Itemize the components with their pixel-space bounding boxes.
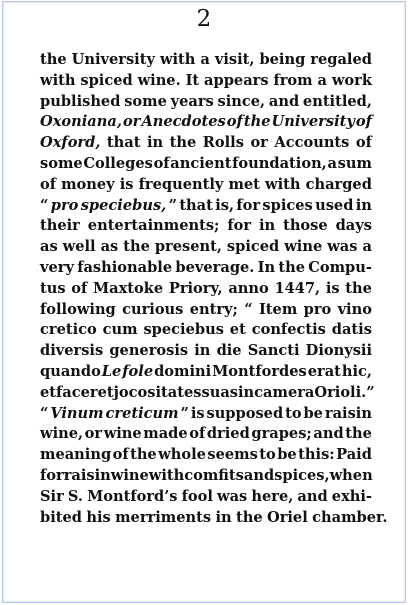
word: since,	[217, 92, 266, 110]
word: in	[355, 196, 372, 214]
word: 1447,	[274, 279, 321, 297]
word: following	[40, 300, 116, 318]
word: fool	[181, 487, 213, 505]
text-line	[40, 92, 372, 113]
word: the	[123, 238, 150, 256]
word: “	[40, 404, 49, 422]
word: a	[200, 51, 210, 68]
word: Oxford,	[40, 134, 101, 152]
word: his	[86, 508, 111, 526]
text-line	[40, 320, 372, 341]
word: Rolls	[202, 134, 244, 152]
word: days	[335, 217, 372, 235]
word: in	[146, 134, 164, 152]
word: vino	[337, 300, 372, 318]
word: with	[148, 466, 185, 484]
word: was	[217, 487, 248, 505]
word: being	[259, 51, 306, 68]
word: present,	[154, 238, 222, 256]
word: work	[331, 71, 372, 89]
word: published	[40, 92, 121, 110]
word: in	[238, 383, 255, 401]
word: Vinum	[50, 404, 104, 422]
word: entry;	[189, 300, 238, 318]
word: or	[84, 425, 103, 443]
word: beverage.	[175, 258, 255, 276]
word: and	[297, 487, 328, 505]
word: merriments	[115, 508, 212, 526]
word: exhi-	[331, 487, 372, 505]
word: the	[130, 446, 157, 464]
text-line	[40, 362, 372, 383]
word: “	[40, 196, 49, 214]
word: some	[40, 154, 83, 172]
word: camera	[254, 383, 315, 401]
word: of	[40, 175, 57, 193]
word: pro	[303, 300, 332, 318]
word: tus	[40, 279, 66, 297]
word: for	[227, 217, 252, 235]
word: Orioli.”	[314, 383, 375, 401]
word: made	[143, 425, 188, 443]
word: appears	[204, 71, 269, 89]
word: comfits	[184, 466, 244, 484]
text-line	[40, 466, 372, 487]
word: or	[250, 134, 268, 152]
page-number: 2	[196, 6, 212, 32]
word: the	[278, 258, 305, 276]
word: faceret	[56, 383, 114, 401]
word: Paid	[336, 446, 372, 464]
word: Compu-	[308, 258, 372, 276]
word: their	[40, 217, 80, 235]
word: is,	[215, 196, 235, 214]
word: a	[317, 71, 327, 89]
text-line	[40, 404, 372, 425]
word: Priory,	[168, 279, 223, 297]
word: wine	[103, 425, 142, 443]
word: spiced	[226, 238, 280, 256]
word: some	[124, 92, 167, 110]
word: cretico	[40, 321, 97, 339]
word: and	[268, 92, 300, 110]
word: ”	[180, 404, 189, 422]
word: ancient	[170, 154, 232, 172]
word: as	[40, 238, 58, 256]
word: in	[259, 217, 276, 235]
word: speciebus,	[80, 196, 167, 214]
text-line	[40, 154, 372, 175]
word: Montford’s	[87, 487, 178, 505]
word: suas	[201, 383, 238, 401]
word: speciebus	[143, 321, 224, 339]
word: fashionable	[77, 258, 173, 276]
word: dried	[206, 425, 250, 443]
word: those	[283, 217, 328, 235]
text-line	[40, 50, 372, 71]
word: bited	[40, 508, 82, 526]
word: of	[226, 113, 243, 131]
text-line	[40, 71, 372, 92]
word: Accounts	[274, 134, 350, 152]
word: money	[61, 175, 115, 193]
word: visit,	[214, 51, 255, 68]
word: It	[185, 71, 200, 89]
word: to	[285, 404, 302, 422]
text-line	[40, 508, 388, 529]
word: University	[271, 113, 355, 131]
word: the	[169, 134, 197, 152]
word: the	[40, 51, 67, 68]
word: that	[106, 134, 141, 152]
word: be	[303, 404, 323, 422]
word: seems	[207, 446, 258, 464]
word: whole	[158, 446, 206, 464]
word: foundation,	[232, 154, 327, 172]
word: entitled,	[302, 92, 372, 110]
word: jocositates	[113, 383, 202, 401]
word: Sir	[40, 487, 64, 505]
word: used	[315, 196, 354, 214]
text-line	[40, 175, 372, 196]
word: wine	[110, 466, 149, 484]
word: sum	[337, 154, 372, 172]
word: charged	[305, 175, 372, 193]
text-line	[40, 196, 372, 217]
word: raisin	[63, 466, 111, 484]
word: with	[40, 71, 76, 89]
word: to	[259, 446, 276, 464]
word: Oxoniana,	[40, 113, 122, 131]
word: Dionysii	[305, 342, 372, 360]
word: of	[189, 425, 206, 443]
word: Oriel	[266, 508, 308, 526]
word: a	[327, 154, 337, 172]
word: quando	[40, 362, 101, 380]
word: confectis	[251, 321, 326, 339]
word: as	[100, 238, 119, 256]
word: grapes;	[251, 425, 312, 443]
word: spices,	[274, 466, 330, 484]
text-line	[40, 237, 372, 258]
word: and	[313, 425, 344, 443]
word: fole	[122, 362, 154, 380]
word: Colleges	[83, 154, 153, 172]
word: erat	[307, 362, 341, 380]
word: this:	[298, 446, 335, 464]
word: when	[329, 466, 373, 484]
text-line	[40, 216, 372, 237]
word: Montfordes	[212, 362, 307, 380]
body-text	[40, 50, 388, 528]
word: generosis	[109, 342, 189, 360]
word: ”	[168, 196, 177, 214]
word: frequently	[138, 175, 224, 193]
word: the	[235, 508, 263, 526]
word: entertainments;	[87, 217, 220, 235]
word: is	[119, 175, 134, 193]
word: Item	[258, 300, 298, 318]
word: cum	[102, 321, 138, 339]
text-line	[40, 300, 372, 321]
word: curious	[122, 300, 184, 318]
word: from	[273, 71, 313, 89]
word: with	[159, 51, 196, 68]
word: chamber.	[312, 508, 388, 526]
word: meaning	[40, 446, 112, 464]
word: die	[216, 342, 242, 360]
word: of	[71, 279, 88, 297]
word: is	[190, 404, 205, 422]
word: that	[179, 196, 213, 214]
word: S.	[67, 487, 83, 505]
text-line	[40, 445, 372, 466]
word: with	[265, 175, 301, 193]
word: domini	[154, 362, 212, 380]
word: pro	[50, 196, 79, 214]
word: be	[277, 446, 297, 464]
text-line	[40, 383, 375, 404]
word: years	[170, 92, 214, 110]
word: for	[40, 466, 64, 484]
word: here,	[251, 487, 294, 505]
word: or	[122, 113, 141, 131]
word: In	[257, 258, 276, 276]
word: University	[71, 51, 155, 68]
word: “	[244, 300, 253, 318]
word: hic,	[341, 362, 372, 380]
word: datis	[331, 321, 372, 339]
text-line	[40, 279, 372, 300]
word: of	[355, 113, 372, 131]
word: a	[362, 238, 372, 256]
word: Le	[101, 362, 122, 380]
word: of	[112, 446, 129, 464]
word: the	[345, 425, 372, 443]
word: very	[40, 258, 74, 276]
word: creticum	[105, 404, 179, 422]
word: of	[355, 134, 372, 152]
word: spices	[262, 196, 313, 214]
word: et	[229, 321, 246, 339]
word: spiced	[80, 71, 133, 89]
word: well	[62, 238, 96, 256]
word: regaled	[310, 51, 372, 68]
word: Anecdotes	[141, 113, 226, 131]
word: anno	[228, 279, 269, 297]
text-line	[40, 424, 372, 445]
word: and	[243, 466, 275, 484]
word: is	[325, 279, 340, 297]
word: in	[215, 508, 232, 526]
word: wine.	[137, 71, 181, 89]
word: for	[236, 196, 261, 214]
word: in	[194, 342, 211, 360]
word: Sancti	[247, 342, 300, 360]
text-line	[40, 133, 372, 154]
word: met	[228, 175, 260, 193]
word: the	[243, 113, 271, 131]
word: supposed	[206, 404, 284, 422]
text-line	[40, 258, 372, 279]
word: was	[327, 238, 358, 256]
word: diversis	[40, 342, 104, 360]
word: the	[345, 279, 372, 297]
word: of	[153, 154, 170, 172]
word: et	[40, 383, 57, 401]
text-line	[40, 341, 372, 362]
word: wine,	[40, 425, 84, 443]
word: raisin	[324, 404, 372, 422]
word: wine	[284, 238, 323, 256]
text-line	[40, 487, 372, 508]
word: Maxtoke	[92, 279, 164, 297]
text-line	[40, 112, 372, 133]
